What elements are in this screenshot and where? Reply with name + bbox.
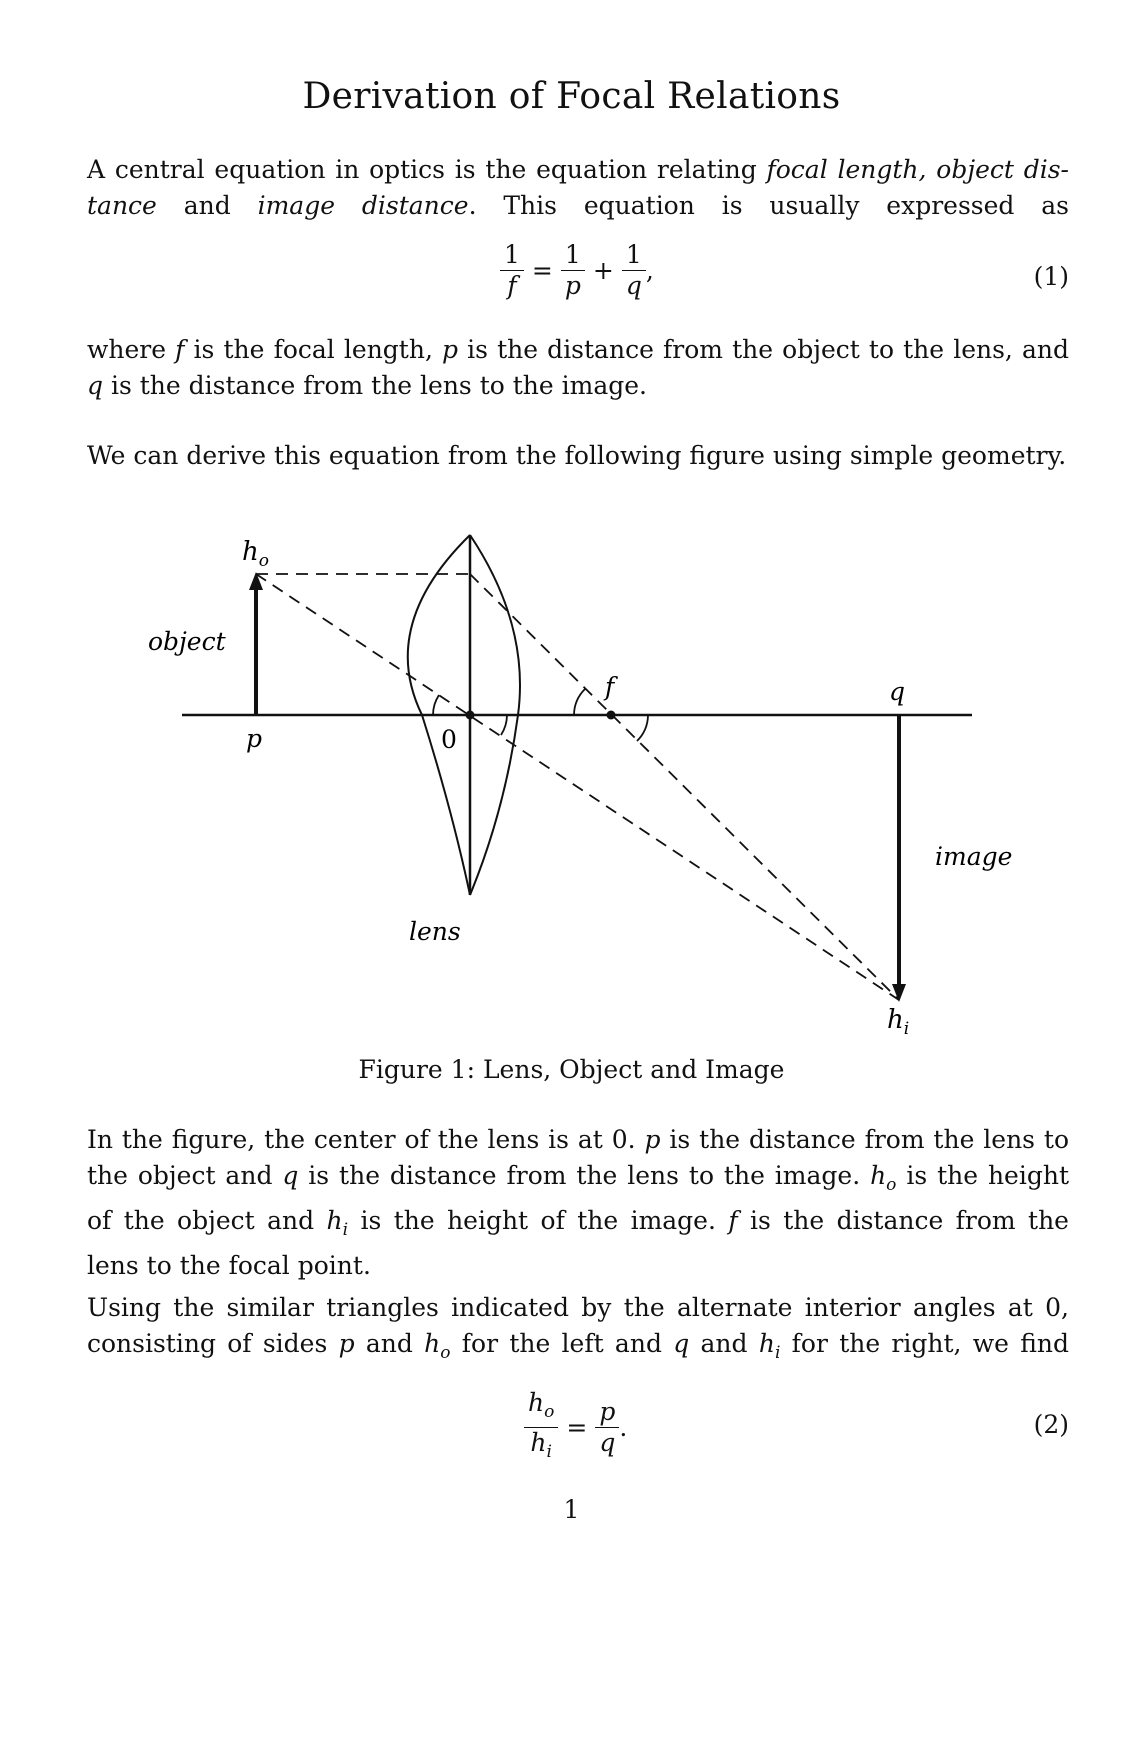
page-number: 1 [563, 1495, 580, 1524]
where-text-4: is the distance from the lens to the image. [103, 371, 647, 400]
angle-arc-right-center [501, 715, 507, 735]
p3-text-d: and [689, 1329, 759, 1358]
p2-sub-o: o [886, 1175, 897, 1195]
term-object-distance-part2: tance [87, 191, 157, 220]
p2-text: In the figure, the center of the lens is at 0. [87, 1125, 645, 1154]
term-object-distance-part1: object dis- [936, 155, 1069, 184]
eq2-period: . [619, 1413, 628, 1442]
var-p: p [442, 335, 459, 364]
p3-text: consisting of sides [87, 1329, 339, 1358]
p3-var-q: q [673, 1329, 690, 1358]
eq2-lhs-num: $h_o$ [524, 1388, 558, 1428]
page-title: Derivation of Focal Relations [302, 76, 841, 118]
angle-arc-left-focal [574, 689, 585, 715]
p2-line-1 [87, 1122, 1069, 1158]
label-p: p [246, 724, 263, 753]
figure-caption: Figure 1: Lens, Object and Image [358, 1055, 785, 1084]
equation-2 [524, 1388, 627, 1467]
label-ho: $h_o$ [242, 537, 269, 571]
p3-line-1: Using the similar triangles indicated by the alternate interior angles at 0, [87, 1293, 1069, 1322]
p3-text-c: for the left and [450, 1329, 674, 1358]
p2-var-f: f [728, 1206, 738, 1235]
eq1-equals: = [531, 256, 553, 285]
eq2-lhs-den: $h_i$ [530, 1428, 552, 1462]
p3-sub-i: i [774, 1343, 781, 1363]
where-text-2: is the focal length, [184, 335, 443, 364]
p2-var-h: h [870, 1161, 887, 1190]
focal-point [607, 711, 616, 720]
eq2-lhs-fraction [524, 1388, 558, 1467]
label-object: object [148, 627, 226, 656]
focal-ray [470, 574, 899, 1000]
p2-text-2: the object and [87, 1161, 283, 1190]
similar-triangles-paragraph [87, 1290, 1069, 1371]
eq2-equals: = [566, 1413, 588, 1442]
p2-var-h2: h [326, 1206, 343, 1235]
p2-line-4: lens to the focal point. [87, 1251, 371, 1280]
p2-line-3 [87, 1203, 1069, 1248]
p2-text-2b: is the distance from the lens to the image. [298, 1161, 871, 1190]
label-zero: 0 [441, 725, 457, 754]
term-image-distance: image distance [257, 191, 469, 220]
intro-text-2: . This equation is usually expressed as [468, 191, 1070, 220]
p2-text-3b: is the height of the image. [348, 1206, 729, 1235]
eq1-comma: , [645, 256, 654, 285]
angle-arc-right-focal [637, 715, 648, 741]
where-text: where [87, 335, 176, 364]
eq2-rhs-fraction [595, 1397, 619, 1458]
p2-text-2c: is the height [896, 1161, 1069, 1190]
intro-and: and [156, 191, 258, 220]
label-f: f [605, 672, 615, 701]
eq1-lhs-num: 1 [500, 240, 524, 271]
var-q: q [87, 371, 104, 400]
lens-center-point [466, 711, 475, 720]
term-focal-length: focal length [766, 155, 919, 184]
eq1-a-den: p [564, 271, 581, 300]
intro-text: A central equation in optics is the equation relating [87, 155, 767, 184]
eq1-b-den: q [625, 271, 642, 300]
where-text-3: is the distance from the object to the lens, and [458, 335, 1069, 364]
angle-arc-left-center [433, 695, 439, 715]
label-q: q [889, 677, 906, 706]
eq2-rhs-den: q [599, 1428, 616, 1457]
var-f: f [175, 335, 185, 364]
p3-line-2 [87, 1326, 1069, 1371]
central-ray [256, 574, 899, 1000]
intro-comma: , [918, 155, 937, 184]
p2-text-3c: is the distance from the [737, 1206, 1069, 1235]
p3-text-e: for the right, we find [780, 1329, 1070, 1358]
p2-text-b: is the distance from the lens to [660, 1125, 1069, 1154]
figure-description-paragraph [87, 1122, 1069, 1284]
p3-var-h: h [424, 1329, 441, 1358]
eq1-b-num: 1 [622, 240, 646, 271]
eq1-lhs-den: f [507, 271, 517, 300]
label-image: image [935, 842, 1013, 871]
label-hi: $h_i$ [887, 1005, 910, 1039]
p2-text-3: of the object and [87, 1206, 327, 1235]
p2-var-p: p [644, 1125, 661, 1154]
label-lens: lens [409, 917, 461, 946]
p3-text-b: and [354, 1329, 425, 1358]
p2-var-q: q [282, 1161, 299, 1190]
derive-paragraph: We can derive this equation from the following figure using simple geometry. [87, 441, 1067, 470]
p3-var-p: p [338, 1329, 355, 1358]
eq1-a-num: 1 [561, 240, 585, 271]
equation-2-number: (2) [1033, 1410, 1069, 1439]
p3-sub-o: o [440, 1343, 451, 1363]
p3-var-h2: h [758, 1329, 775, 1358]
eq1-plus: + [592, 256, 614, 285]
equation-1-number: (1) [1033, 262, 1069, 291]
p2-sub-i: i [342, 1220, 349, 1240]
eq2-rhs-num: p [595, 1397, 619, 1428]
p2-line-2 [87, 1158, 1069, 1203]
